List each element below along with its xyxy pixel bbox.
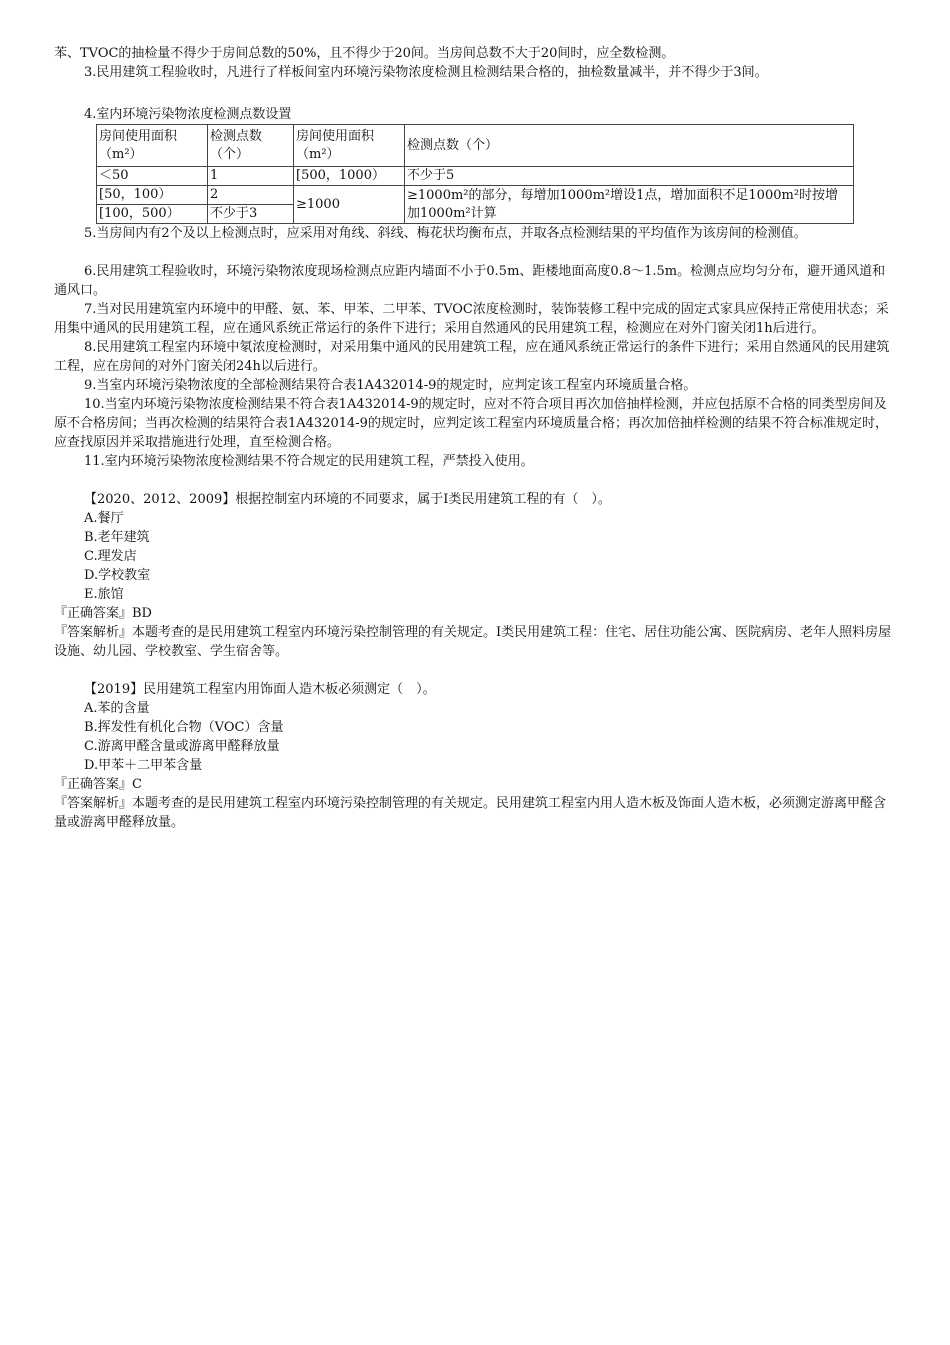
detection-points-table [96, 124, 854, 224]
question-2-option: D.甲苯＋二甲苯含量 [84, 758, 203, 773]
paragraph-3: 3.民用建筑工程验收时，凡进行了样板间室内环境污染物浓度检测且检测结果合格的，抽检数量减半，并不得少于3间。 [84, 65, 768, 80]
cell-area: ≥1000 [294, 186, 405, 224]
document-page [54, 44, 894, 832]
cell-points: 2 [208, 186, 294, 205]
question-1-option: D.学校教室 [84, 568, 151, 583]
question-2-option: A.苯的含量 [84, 701, 150, 716]
cell-area: [100，500） [97, 205, 208, 224]
header-area-1: 房间使用面积（m²） [97, 125, 208, 167]
cell-area: [50，100） [97, 186, 208, 205]
question-2-stem: 【2019】民用建筑工程室内用饰面人造木板必须测定（ ）。 [84, 682, 436, 697]
paragraph-11: 11.室内环境污染物浓度检测结果不符合规定的民用建筑工程，严禁投入使用。 [84, 454, 534, 469]
cell-points: 不少于5 [405, 167, 854, 186]
paragraph-6: 6.民用建筑工程验收时，环境污染物浓度现场检测点应距内墙面不小于0.5m、距楼地面高度0.8～1.5m。检测点应均匀分布，避开通风道和通风口。 [54, 264, 886, 298]
question-1-analysis: 『答案解析』本题考查的是民用建筑工程室内环境污染控制管理的有关规定。I类民用建筑工程：住宅、居住功能公寓、医院病房、老年人照料房屋设施、幼儿园、学校教室、学生宿舍等。 [54, 625, 892, 659]
question-1-option: E.旅馆 [84, 587, 124, 602]
question-1-option: C.理发店 [84, 549, 137, 564]
paragraph-10: 10.当室内环境污染物浓度检测结果不符合表1A432014-9的规定时，应对不符合项目再次加倍抽样检测，并应包括原不合格的同类型房间及原不合格房间；当再次检测的结果符合表1A432014-9的规定时，应判定该工程室内环境质量合格；再次加倍抽样检测的结果不符合标准规定时，应查找原因并采取措施进行处理，直至检测合格。 [54, 397, 888, 450]
header-points-2: 检测点数（个） [405, 125, 854, 167]
question-2-analysis: 『答案解析』本题考查的是民用建筑工程室内环境污染控制管理的有关规定。民用建筑工程室内用人造木板及饰面人造木板，必须测定游离甲醛含量或游离甲醛释放量。 [54, 796, 887, 830]
cell-points: 1 [208, 167, 294, 186]
cell-area: ＜50 [97, 167, 208, 186]
question-1-option: B.老年建筑 [84, 530, 150, 545]
cell-points: 不少于3 [208, 205, 294, 224]
question-2-option: B.挥发性有机化合物（VOC）含量 [84, 720, 284, 735]
table-header-row [97, 125, 854, 167]
cell-points: ≥1000m²的部分，每增加1000m²增设1点，增加面积不足1000m²时按增加1000m²计算 [405, 186, 854, 224]
question-2-option: C.游离甲醛含量或游离甲醛释放量 [84, 739, 280, 754]
header-points-1: 检测点数（个） [208, 125, 294, 167]
table-row [97, 167, 854, 186]
paragraph-2-tail: 苯、TVOC的抽检量不得少于房间总数的50%，且不得少于20间。当房间总数不大于20间时，应全数检测。 [54, 46, 675, 61]
paragraph-5: 5.当房间内有2个及以上检测点时，应采用对角线、斜线、梅花状均衡布点，并取各点检测结果的平均值作为该房间的检测值。 [84, 226, 807, 241]
question-1-answer: 『正确答案』BD [54, 606, 152, 621]
paragraph-7: 7.当对民用建筑室内环境中的甲醛、氨、苯、甲苯、二甲苯、TVOC浓度检测时，装饰装修工程中完成的固定式家具应保持正常使用状态；采用集中通风的民用建筑工程，应在通风系统正常运行的条件下进行；采用自然通风的民用建筑工程，检测应在对外门窗关闭1h后进行。 [54, 302, 889, 336]
paragraph-8: 8.民用建筑工程室内环境中氡浓度检测时，对采用集中通风的民用建筑工程，应在通风系统正常运行的条件下进行；采用自然通风的民用建筑工程，应在房间的对外门窗关闭24h以后进行。 [54, 340, 890, 374]
table-row [97, 186, 854, 205]
question-1-stem: 【2020、2012、2009】根据控制室内环境的不同要求，属于I类民用建筑工程的有（ ）。 [84, 492, 611, 507]
question-2-answer: 『正确答案』C [54, 777, 142, 792]
question-1-option: A.餐厅 [84, 511, 124, 526]
table-title: 4.室内环境污染物浓度检测点数设置 [84, 107, 292, 122]
header-area-2: 房间使用面积（m²） [294, 125, 405, 167]
paragraph-9: 9.当室内环境污染物浓度的全部检测结果符合表1A432014-9的规定时，应判定该工程室内环境质量合格。 [84, 378, 697, 393]
cell-area: [500，1000） [294, 167, 405, 186]
